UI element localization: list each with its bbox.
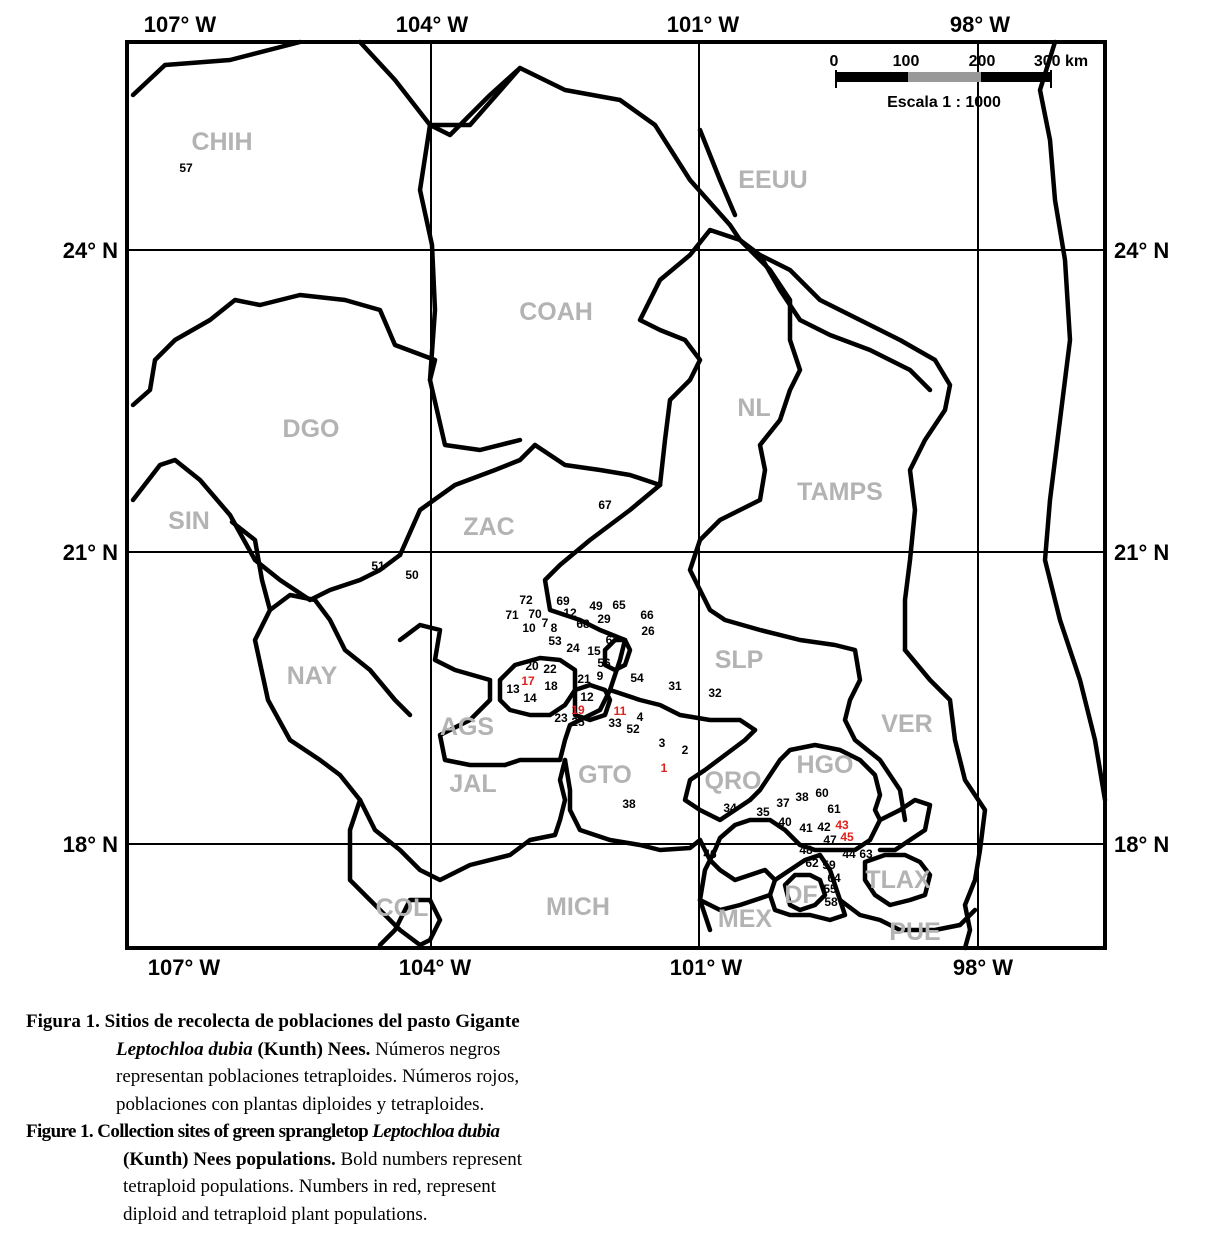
caption-spanish xyxy=(26,1008,604,1118)
site-label-tetraploid: 24 xyxy=(566,641,580,655)
caption-es-text-2: representan poblaciones tetraploides. Números rojos, xyxy=(116,1066,520,1087)
site-label-tetraploid: 7 xyxy=(541,616,549,630)
state-label-mex: MEX xyxy=(717,905,773,933)
scale-tick-300: 300 km xyxy=(1033,53,1089,70)
site-label-tetraploid: 52 xyxy=(626,722,640,736)
site-label-tetraploid: 15 xyxy=(587,644,601,658)
site-label-tetraploid: 6 xyxy=(605,633,613,647)
latitude-labels-left xyxy=(63,238,118,857)
site-label-tetraploid: 41 xyxy=(799,821,813,835)
site-label-tetraploid: 63 xyxy=(859,847,873,861)
site-label-tetraploid: 46 xyxy=(703,847,717,861)
state-label-eeuu: EEUU xyxy=(738,166,808,194)
site-label-tetraploid: 60 xyxy=(815,786,829,800)
state-label-ags: AGS xyxy=(439,713,495,741)
lat-label-18-left: 18° N xyxy=(62,832,118,857)
site-label-tetraploid: 12 xyxy=(580,690,594,704)
site-label-tetraploid: 65 xyxy=(612,598,626,612)
site-label-diploid-tetraploid: 45 xyxy=(840,830,854,844)
site-label-tetraploid: 35 xyxy=(756,805,770,819)
site-label-tetraploid: 26 xyxy=(641,624,655,638)
state-label-nl: NL xyxy=(737,394,771,422)
state-label-col: COL xyxy=(375,894,429,922)
site-label-tetraploid: 44 xyxy=(842,847,856,861)
scale-tick-0: 0 xyxy=(829,53,839,70)
caption-es-prefix: Figura 1. xyxy=(26,1011,100,1032)
state-label-pue: PUE xyxy=(889,918,941,946)
lon-label-98-top: 98° W xyxy=(949,12,1011,37)
lon-label-107-bottom: 107° W xyxy=(147,955,221,980)
site-label-diploid-tetraploid: 11 xyxy=(613,704,627,718)
longitude-labels-bottom xyxy=(148,955,1013,980)
caption-en-text-2: tetraploid populations. Numbers in red, represent xyxy=(123,1176,497,1197)
site-label-tetraploid: 4 xyxy=(636,710,644,724)
site-label-tetraploid: 3 xyxy=(658,736,666,750)
site-label-tetraploid: 55 xyxy=(823,882,837,896)
lon-label-101-bottom: 101° W xyxy=(669,955,743,980)
state-label-qro: QRO xyxy=(704,767,762,795)
site-label-tetraploid: 59 xyxy=(822,858,836,872)
state-label-dgo: DGO xyxy=(282,415,340,443)
state-label-chih: CHIH xyxy=(191,128,253,156)
scale-segment-3 xyxy=(981,72,1051,82)
state-label-sin: SIN xyxy=(168,507,210,535)
site-label-tetraploid: 40 xyxy=(778,815,792,829)
site-label-tetraploid: 49 xyxy=(589,599,603,613)
site-label-tetraploid: 2 xyxy=(681,743,689,757)
site-label-tetraploid: 70 xyxy=(528,607,542,621)
site-label-tetraploid: 71 xyxy=(505,608,519,622)
site-label-tetraploid: 38 xyxy=(622,797,636,811)
site-label-tetraploid: 54 xyxy=(630,671,644,685)
site-label-tetraploid: 14 xyxy=(523,691,537,705)
state-label-tamps: TAMPS xyxy=(797,478,883,506)
state-label-hgo: HGO xyxy=(796,751,854,779)
lat-label-24-left: 24° N xyxy=(62,238,118,263)
caption-en-prefix: Figure 1. xyxy=(26,1121,94,1142)
site-label-tetraploid: 57 xyxy=(179,161,193,175)
caption-en-authority: (Kunth) Nees populations. xyxy=(123,1148,336,1170)
state-label-ver: VER xyxy=(881,710,933,738)
lon-label-104-bottom: 104° W xyxy=(398,955,472,980)
site-label-diploid-tetraploid: 43 xyxy=(835,818,849,832)
state-label-tlax: TLAX xyxy=(865,866,931,894)
scale-tick-100: 100 xyxy=(892,53,920,70)
state-label-mich: MICH xyxy=(546,893,610,921)
site-label-tetraploid: 64 xyxy=(827,871,841,885)
state-label-zac: ZAC xyxy=(463,513,515,541)
caption-en-text-1: Bold numbers represent xyxy=(340,1148,523,1170)
state-label-coah: COAH xyxy=(519,298,593,326)
caption-en-species: Leptochloa dubia xyxy=(372,1121,500,1142)
site-label-tetraploid: 51 xyxy=(371,559,385,573)
site-label-tetraploid: 9 xyxy=(596,669,604,683)
site-label-tetraploid: 37 xyxy=(776,796,790,810)
site-label-tetraploid: 61 xyxy=(827,802,841,816)
state-label-slp: SLP xyxy=(714,646,764,674)
state-label-nay: NAY xyxy=(286,662,338,690)
latitude-labels-right xyxy=(1114,238,1169,857)
site-label-tetraploid: 10 xyxy=(522,621,536,635)
site-label-tetraploid: 67 xyxy=(598,498,612,512)
scale-tick-200: 200 xyxy=(968,53,996,70)
site-label-tetraploid: 38 xyxy=(795,790,809,804)
caption-en-title: Collection sites of green sprangletop xyxy=(97,1121,369,1142)
lat-label-18-right: 18° N xyxy=(1114,832,1170,857)
caption-es-authority: (Kunth) Nees. xyxy=(257,1038,371,1060)
scale-segment-2 xyxy=(908,72,981,82)
site-label-tetraploid: 56 xyxy=(597,656,611,670)
site-label-tetraploid: 72 xyxy=(519,593,533,607)
longitude-labels-top xyxy=(144,12,1010,37)
site-label-tetraploid: 29 xyxy=(597,612,611,626)
site-label-diploid-tetraploid: 17 xyxy=(521,674,535,688)
site-label-tetraploid: 34 xyxy=(723,801,737,815)
site-label-diploid-tetraploid: 19 xyxy=(571,703,585,717)
state-label-jal: JAL xyxy=(449,770,497,798)
caption-es-species: Leptochloa dubia xyxy=(116,1038,253,1060)
lon-label-101-top: 101° W xyxy=(666,12,740,37)
site-label-tetraploid: 25 xyxy=(571,715,585,729)
lon-label-104-top: 104° W xyxy=(395,12,469,37)
site-label-tetraploid: 8 xyxy=(550,621,558,635)
lat-label-24-right: 24° N xyxy=(1114,238,1170,263)
site-label-tetraploid: 33 xyxy=(608,716,622,730)
lat-label-21-right: 21° N xyxy=(1114,540,1170,565)
state-label-gto: GTO xyxy=(578,761,632,789)
site-label-tetraploid: 66 xyxy=(640,608,654,622)
site-label-tetraploid: 68 xyxy=(576,617,590,631)
caption-en-text-3: diploid and tetraploid plant populations. xyxy=(123,1203,428,1225)
site-label-tetraploid: 23 xyxy=(554,711,568,725)
site-label-tetraploid: 22 xyxy=(543,662,557,676)
site-label-tetraploid: 47 xyxy=(823,833,837,847)
lat-label-21-left: 21° N xyxy=(62,540,118,565)
site-label-tetraploid: 13 xyxy=(506,682,520,696)
lon-label-107-top: 107° W xyxy=(143,12,217,37)
caption-english xyxy=(26,1118,604,1228)
site-label-tetraploid: 48 xyxy=(799,843,813,857)
site-label-tetraploid: 50 xyxy=(405,568,419,582)
site-label-tetraploid: 69 xyxy=(556,594,570,608)
site-label-tetraploid: 21 xyxy=(577,672,591,686)
scale-segment-1 xyxy=(835,72,908,82)
map-frame xyxy=(127,42,1105,948)
caption-es-text-1: Números negros xyxy=(375,1038,501,1060)
site-label-tetraploid: 31 xyxy=(668,679,682,693)
state-label-df: DF xyxy=(784,881,818,909)
site-label-tetraploid: 32 xyxy=(708,686,722,700)
caption-es-text-3: poblaciones con plantas diploides y tetraploides. xyxy=(116,1093,485,1115)
site-label-tetraploid: 20 xyxy=(525,659,539,673)
site-label-tetraploid: 58 xyxy=(824,895,838,909)
caption-es-title: Sitios de recolecta de poblaciones del pasto Gigante xyxy=(104,1011,520,1032)
site-label-diploid-tetraploid: 1 xyxy=(660,761,668,775)
site-label-tetraploid: 18 xyxy=(544,679,558,693)
site-label-tetraploid: 62 xyxy=(805,856,819,870)
site-label-tetraploid: 12 xyxy=(563,606,577,620)
scale-label: Escala 1 : 1000 xyxy=(887,94,1001,111)
site-label-tetraploid: 53 xyxy=(548,634,562,648)
lon-label-98-bottom: 98° W xyxy=(952,955,1014,980)
site-label-tetraploid: 42 xyxy=(817,820,831,834)
